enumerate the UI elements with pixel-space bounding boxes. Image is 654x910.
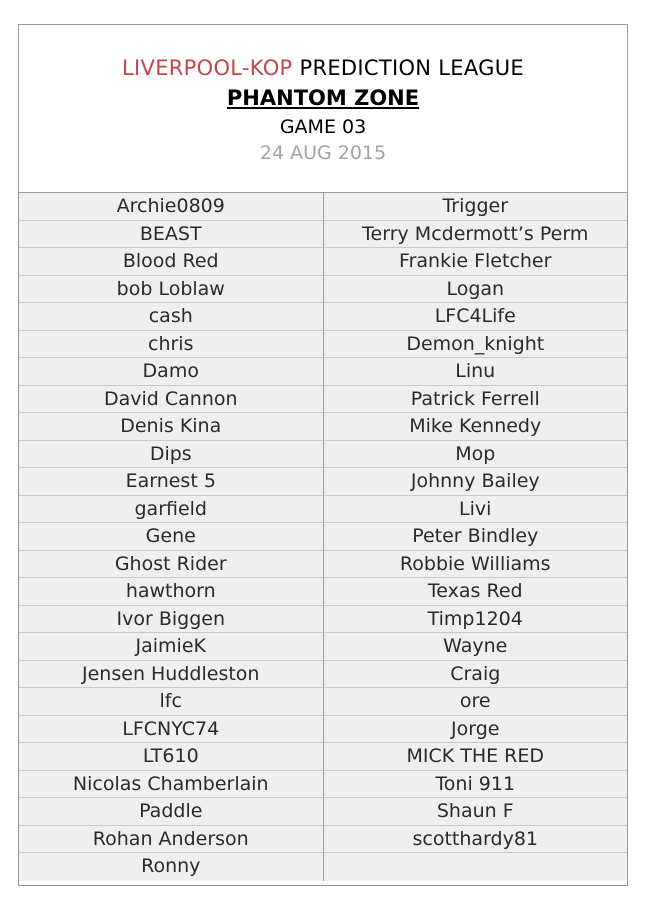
fixture-row — [19, 441, 627, 468]
player-away — [324, 853, 628, 881]
player-home: Jensen Huddleston — [19, 661, 324, 688]
player-away: Johnny Bailey — [324, 468, 628, 496]
fixture-row — [19, 303, 627, 331]
fixture-row — [19, 221, 627, 248]
player-home: Gene — [19, 523, 324, 551]
league-title — [19, 55, 627, 81]
fixture-row — [19, 798, 627, 826]
player-away: Trigger — [324, 193, 628, 221]
fixture-row — [19, 413, 627, 441]
fixture-row — [19, 468, 627, 496]
player-away: Terry Mcdermott’s Perm — [324, 221, 628, 248]
player-home: Ghost Rider — [19, 551, 324, 578]
fixture-row — [19, 826, 627, 853]
player-home: JaimieK — [19, 633, 324, 661]
fixture-row — [19, 853, 627, 881]
fixture-row — [19, 661, 627, 688]
player-home: BEAST — [19, 221, 324, 248]
player-away: Craig — [324, 661, 628, 688]
player-away: ore — [324, 688, 628, 716]
fixture-row — [19, 771, 627, 798]
fixture-row — [19, 716, 627, 743]
player-away: Wayne — [324, 633, 628, 661]
fixture-row — [19, 496, 627, 523]
player-away: Linu — [324, 358, 628, 386]
league-title-rest: PREDICTION LEAGUE — [292, 56, 524, 80]
player-away: Mop — [324, 441, 628, 468]
fixture-row — [19, 386, 627, 413]
player-away: Frankie Fletcher — [324, 248, 628, 276]
player-away: Mike Kennedy — [324, 413, 628, 441]
fixtures-grid — [19, 193, 627, 881]
fixture-row — [19, 743, 627, 771]
player-away: Toni 911 — [324, 771, 628, 798]
player-home: Rohan Anderson — [19, 826, 324, 853]
player-home: Denis Kina — [19, 413, 324, 441]
player-away: Texas Red — [324, 578, 628, 606]
player-home: Dips — [19, 441, 324, 468]
player-away: Timp1204 — [324, 606, 628, 633]
player-home: cash — [19, 303, 324, 331]
league-brand: LIVERPOOL-KOP — [122, 56, 293, 80]
fixture-row — [19, 523, 627, 551]
fixture-row — [19, 193, 627, 221]
player-away: Robbie Williams — [324, 551, 628, 578]
fixture-row — [19, 578, 627, 606]
player-home: garfield — [19, 496, 324, 523]
league-sheet — [18, 24, 628, 886]
game-number: GAME 03 — [279, 116, 367, 138]
fixture-row — [19, 276, 627, 303]
player-away: Livi — [324, 496, 628, 523]
fixture-row — [19, 331, 627, 358]
player-away: LFC4Life — [324, 303, 628, 331]
player-home: Ivor Biggen — [19, 606, 324, 633]
player-home: David Cannon — [19, 386, 324, 413]
game-date: 24 AUG 2015 — [259, 142, 387, 164]
player-home: Damo — [19, 358, 324, 386]
player-home: bob Loblaw — [19, 276, 324, 303]
fixture-row — [19, 633, 627, 661]
player-away: Shaun F — [324, 798, 628, 826]
sheet-header — [19, 25, 627, 193]
fixture-row — [19, 358, 627, 386]
player-home: Blood Red — [19, 248, 324, 276]
fixture-row — [19, 248, 627, 276]
player-home: Ronny — [19, 853, 324, 881]
zone-title: PHANTOM ZONE — [226, 86, 420, 110]
player-away: Peter Bindley — [324, 523, 628, 551]
player-away: Jorge — [324, 716, 628, 743]
player-home: Earnest 5 — [19, 468, 324, 496]
fixture-row — [19, 688, 627, 716]
player-away: Logan — [324, 276, 628, 303]
player-home: Paddle — [19, 798, 324, 826]
player-away: Demon_knight — [324, 331, 628, 358]
fixture-row — [19, 606, 627, 633]
player-home: Nicolas Chamberlain — [19, 771, 324, 798]
player-away: MICK THE RED — [324, 743, 628, 771]
player-away: Patrick Ferrell — [324, 386, 628, 413]
player-home: chris — [19, 331, 324, 358]
player-home: LFCNYC74 — [19, 716, 324, 743]
player-home: lfc — [19, 688, 324, 716]
player-home: hawthorn — [19, 578, 324, 606]
player-home: LT610 — [19, 743, 324, 771]
fixture-row — [19, 551, 627, 578]
player-home: Archie0809 — [19, 193, 324, 221]
player-away: scotthardy81 — [324, 826, 628, 853]
